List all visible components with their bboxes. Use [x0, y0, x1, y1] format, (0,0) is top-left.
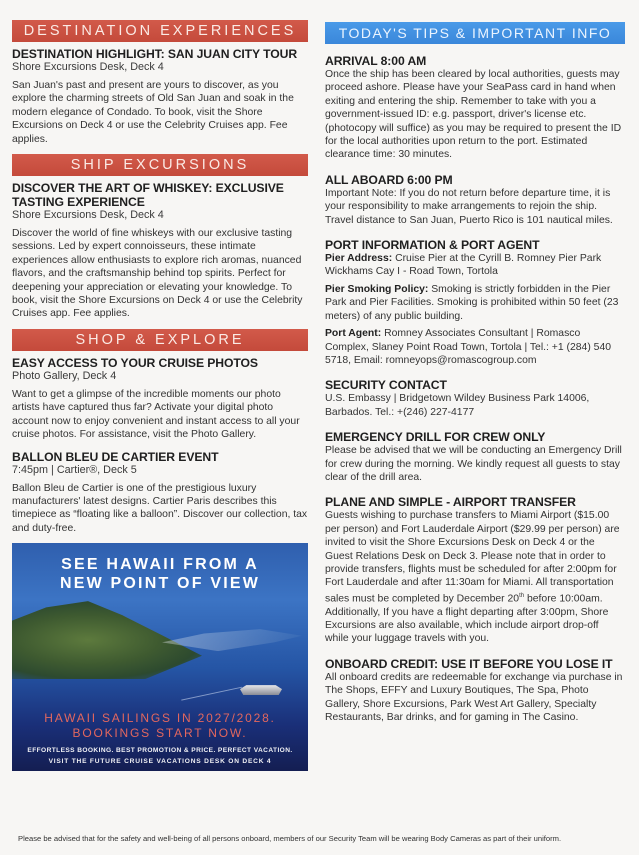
section-title: SECURITY CONTACT [325, 378, 447, 393]
transfer-body-part-1: Guests wishing to purchase transfers to Miami Airport ($15.00 per person) and Fort Lauderdale Airport ($29.99 per person) are invited to visit the Shore Excursions Desk on Deck 4 or the Guest Relations Desk on Deck 3. Please note that in order to provide transfers, flights must be scheduled for after 2:00pm for Fort Lauderdale and after 11:30am for Miami. All transportation sales must be completed by December 20 [325, 510, 620, 605]
pier-address-value: Cruise Pier at the Cyrill B. Romney Pier Park Wickhams Cay I - Road Town, Tortola [325, 253, 602, 278]
ad-promo-line-1: HAWAII SAILINGS IN 2027/2028. [44, 711, 276, 726]
whiskey-tasting-section [12, 181, 308, 321]
section-location: Shore Excursions Desk, Deck 4 [12, 209, 164, 222]
arrival-section [325, 54, 625, 162]
todays-tips-banner: TODAY'S TIPS & IMPORTANT INFO [325, 22, 625, 44]
cruise-ship-image [240, 685, 282, 695]
section-body: Want to get a glimpse of the incredible moments our photo artists have captured thus far? Activate your digital photo account now to enjoy convenient and instant access to all your cruise photos. For assistance, visit the Photo Gallery. [12, 388, 300, 441]
ad-headline [12, 555, 308, 593]
section-title: EASY ACCESS TO YOUR CRUISE PHOTOS [12, 355, 258, 370]
cartier-event-section [12, 450, 308, 536]
port-agent-value: Romney Associates Consultant | Romasco Complex, Slaney Point Road Town, Tortola | Tel.: +1 (284) 540 5718, Email: romneyops@romascogroup.com [325, 328, 612, 366]
ad-tagline: EFFORTLESS BOOKING. BEST PROMOTION & PRICE. PERFECT VACATION. [27, 747, 293, 755]
section-title: BALLON BLEU DE CARTIER EVENT [12, 449, 219, 464]
section-body: All onboard credits are redeemable for exchange via purchase in The Shops, EFFY and Luxury Boutiques, The Spa, Photo Gallery, Shore Excursions, Park West Art Gallery, Specialty Restaurants, Bar drinks, and for gaming in The Casino. [325, 671, 623, 724]
section-title: ARRIVAL 8:00 AM [325, 54, 427, 68]
pier-address-label: Pier Address: [325, 253, 393, 265]
section-body: Once the ship has been cleared by local authorities, guests may proceed ashore. Please have your SeaPass card in hand when exiting and entering the ship. Remember to take with you a government-issued ID: e.g. passport, driver's license etc. (photocopy will suffice) as you may be required to present the ID for the local authorities upon return to the port. Estimated clearance time: 30 minutes. [325, 69, 622, 161]
section-location: Photo Gallery, Deck 4 [12, 369, 117, 382]
section-body: San Juan's past and present are yours to discover, as you explore the charming streets of Old San Juan and soak in the modern elegance of Condado. To book, visit the Shore Excursions on Deck 4 or use the Celebrity Cruises app. Fee applies. [12, 80, 294, 145]
section-body [325, 509, 625, 646]
hawaii-advertisement [12, 543, 308, 771]
shop-explore-banner: SHOP & EXPLORE [12, 329, 308, 351]
right-column [325, 22, 625, 736]
cruise-photos-section [12, 356, 308, 442]
airport-transfer-section [325, 495, 625, 646]
ad-headline-line-2: NEW POINT OF VIEW [59, 575, 261, 593]
destination-highlight-section [12, 47, 308, 146]
port-agent-label: Port Agent: [325, 328, 382, 340]
section-body: U.S. Embassy | Bridgetown Wildey Business Park 14006, Barbados. Tel.: +(246) 227-4177 [325, 393, 590, 418]
ad-desk-info: VISIT THE FUTURE CRUISE VACATIONS DESK ON DECK 4 [48, 758, 272, 766]
port-agent [325, 327, 625, 367]
pier-address [325, 252, 625, 279]
section-location: Shore Excursions Desk, Deck 4 [12, 61, 164, 73]
smoking-policy-value: Smoking is strictly forbidden in the Pier Park and Pier Facilities. Smoking is prohibited within 50 feet (23 meters) of any public building. [325, 283, 619, 322]
section-title: PORT INFORMATION & PORT AGENT [325, 238, 540, 253]
emergency-drill-section [325, 430, 625, 484]
section-body: Discover the world of fine whiskeys with our exclusive tasting sessions. Led by expert connoisseurs, these intimate experiences allow enthusiasts to explore rich aromas, nuanced flavors, and the craftsmanship behind top spirits. Perfect for deepening your appreciation or elevating your knowledge. To book, visit the Shore Excursions on Deck 4 or use the Celebrity Cruises app. Fee applies. [12, 228, 303, 320]
ordinal-suffix: th [519, 592, 525, 599]
transfer-body-part-2: before 10:00am. Additionally, If you have a flight departing after 3:00pm, Shore Excursions are also available, which include airport drop-off while your luggage travels with you. [325, 593, 609, 645]
smoking-policy-label: Pier Smoking Policy: [325, 283, 429, 295]
left-column [12, 20, 308, 771]
section-title: DESTINATION HIGHLIGHT: SAN JUAN CITY TOUR [12, 47, 298, 61]
security-footer-note: Please be advised that for the safety and well-being of all persons onboard, members of our Security Team will be wearing Body Cameras as part of their uniform. [18, 834, 562, 843]
section-body: Please be advised that we will be conducting an Emergency Drill for crew during the morning. We kindly request all guests to stay clear of the drill area. [325, 445, 622, 483]
ad-promo-line-2: BOOKINGS START NOW. [72, 726, 248, 741]
section-title: ALL ABOARD 6:00 PM [325, 172, 453, 187]
port-information-section [325, 238, 625, 367]
all-aboard-section [325, 173, 625, 227]
section-title: ONBOARD CREDIT: USE IT BEFORE YOU LOSE IT [325, 656, 613, 671]
ship-excursions-banner: SHIP EXCURSIONS [12, 154, 308, 176]
section-body: Ballon Bleu de Cartier is one of the prestigious luxury manufacturers' latest designs. Cartier Paris describes this timepiece as “floating like a balloon”. Discover our collection, tax and duty-free. [12, 482, 308, 534]
security-contact-section [325, 378, 625, 419]
destination-experiences-banner: DESTINATION EXPERIENCES [12, 20, 308, 42]
onboard-credit-section [325, 657, 625, 725]
pier-smoking-policy [325, 283, 625, 323]
section-location: 7:45pm | Cartier®, Deck 5 [12, 463, 137, 476]
section-body: Important Note: If you do not return before departure time, it is your responsibility to make arrangements to rejoin the ship. Travel distance to San Juan, Puerto Rico is 101 nautical miles. [325, 187, 613, 226]
ad-headline-line-1: SEE HAWAII FROM A [61, 556, 259, 574]
ship-wake [181, 687, 245, 714]
section-title: PLANE AND SIMPLE - AIRPORT TRANSFER [325, 495, 576, 510]
section-title: DISCOVER THE ART OF WHISKEY: EXCLUSIVE TASTING EXPERIENCE [12, 181, 284, 210]
ad-promo [12, 711, 308, 741]
section-title: EMERGENCY DRILL FOR CREW ONLY [325, 430, 546, 445]
